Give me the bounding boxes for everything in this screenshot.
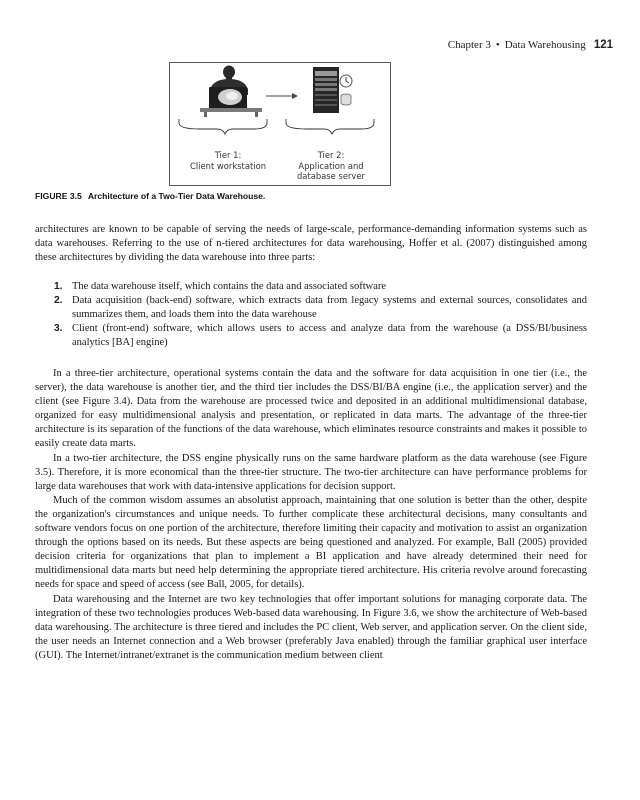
figure-3-5 [169, 62, 391, 186]
tier-2-description-line1: Application and [298, 160, 364, 171]
numbered-list [55, 280, 587, 350]
paragraph-two-tier: In a two-tier architecture, the DSS engine physically runs on the same hardware platform as the data warehouse (see Figure 3.5). Therefore, it is more economical than the three-tier structure. The two-tier architecture can have performance problems for large data warehouses that work with data-intensive applications for decision support. [35, 452, 587, 492]
paragraph-web-warehousing: Data warehousing and the Internet are two key technologies that offer important solutions for managing corporate data. The integration of these two technologies produces Web-based data warehousing. In Figure 3.6, we show the architecture of Web-based data warehousing. The architecture is three tiered and includes the PC client, Web server, and application server. On the client side, the user needs an Internet connection and a Web browser (preferably Java enabled) through the familiar graphical user interface (GUI). The Internet/intranet/extranet is the communication medium between client [35, 593, 587, 661]
figure-caption [35, 191, 265, 201]
list-item [55, 322, 587, 350]
header-bullet: • [495, 39, 500, 51]
list-item [55, 280, 587, 294]
intro-paragraph: architectures are known to be capable of serving the needs of large-scale, performance-demanding information systems such as data warehouses. Referring to the use of n-tiered architectures for data warehousing, Hoffer et al. (2007) distinguished among these architectures by dividing the data warehouse into three parts: [35, 224, 587, 264]
list-number: 3. [54, 323, 63, 335]
tier-2-description-line2: database server [296, 171, 365, 181]
arrow-right-icon [266, 93, 298, 99]
section-title: Data Warehousing [504, 39, 586, 51]
body-text [35, 367, 587, 663]
running-head [448, 39, 613, 51]
figure-title: Architecture of a Two-Tier Data Warehouse. [87, 191, 266, 201]
database-server-illustration [313, 67, 352, 113]
tier-2-title: Tier 2: [317, 150, 345, 160]
paragraph-common-wisdom: Much of the common wisdom assumes an absolutist approach, maintaining that one solution is better than the other, despite the organization's circumstances and unique needs. To further complicate these architectural decisions, many consultants and software vendors focus on one portion of the architecture, therefore limiting their capacity and motivation to assist an organization through the options based on its needs. But these aspects are being questioned and analyzed. For example, Ball (2005) provided decision criteria for organizations that plan to implement a BI application and have already determined their need for multidimensional data marts but need help determining the appropriate tiered architecture. His criteria revolve around forecasting needs for space and speed of access (see Ball, 2005, for details). [35, 494, 587, 591]
tier1-brace [179, 119, 267, 134]
tier-2-label [281, 150, 381, 182]
list-number: 1. [54, 281, 63, 292]
tier2-brace [286, 119, 374, 134]
page-number: 121 [593, 39, 613, 51]
list-item [55, 294, 587, 322]
client-workstation-illustration [200, 66, 262, 118]
list-item-text: Data acquisition (back-end) software, which extracts data from legacy systems and external sources, consolidates and summarizes them, and loads them into the data warehouse [72, 295, 587, 321]
tier-1-label [178, 150, 278, 171]
list-item-text: Client (front-end) software, which allows users to access and analyze data from the warehouse (a DSS/BI/business analytics [BA] engine) [72, 323, 587, 349]
figure-number: FIGURE 3.5 [35, 191, 82, 201]
tier-1-title: Tier 1: [214, 150, 242, 160]
paragraph-three-tier: In a three-tier architecture, operational systems contain the data and the software for data acquisition in one tier (i.e., the server), the data warehouse is another tier, and the third tier includes the DSS/BI/BA engine (i.e., the application server) and the client (see Figure 3.4). Data from the warehouse are processed twice and deposited in an additional multidimensional database, organized for easy multidimensional analysis and presentation, or replicated in data marts. The advantage of the three-tier architecture is its separation of the functions of the data warehouse, which eliminates resource constraints and makes it possible to easily create data marts. [35, 368, 587, 450]
list-item-text: The data warehouse itself, which contains the data and associated software [72, 281, 387, 292]
tier-1-description: Client workstation [190, 160, 266, 171]
list-number: 2. [54, 295, 63, 307]
intro-paragraph-block [35, 223, 587, 265]
chapter-label: Chapter 3 [447, 39, 491, 51]
